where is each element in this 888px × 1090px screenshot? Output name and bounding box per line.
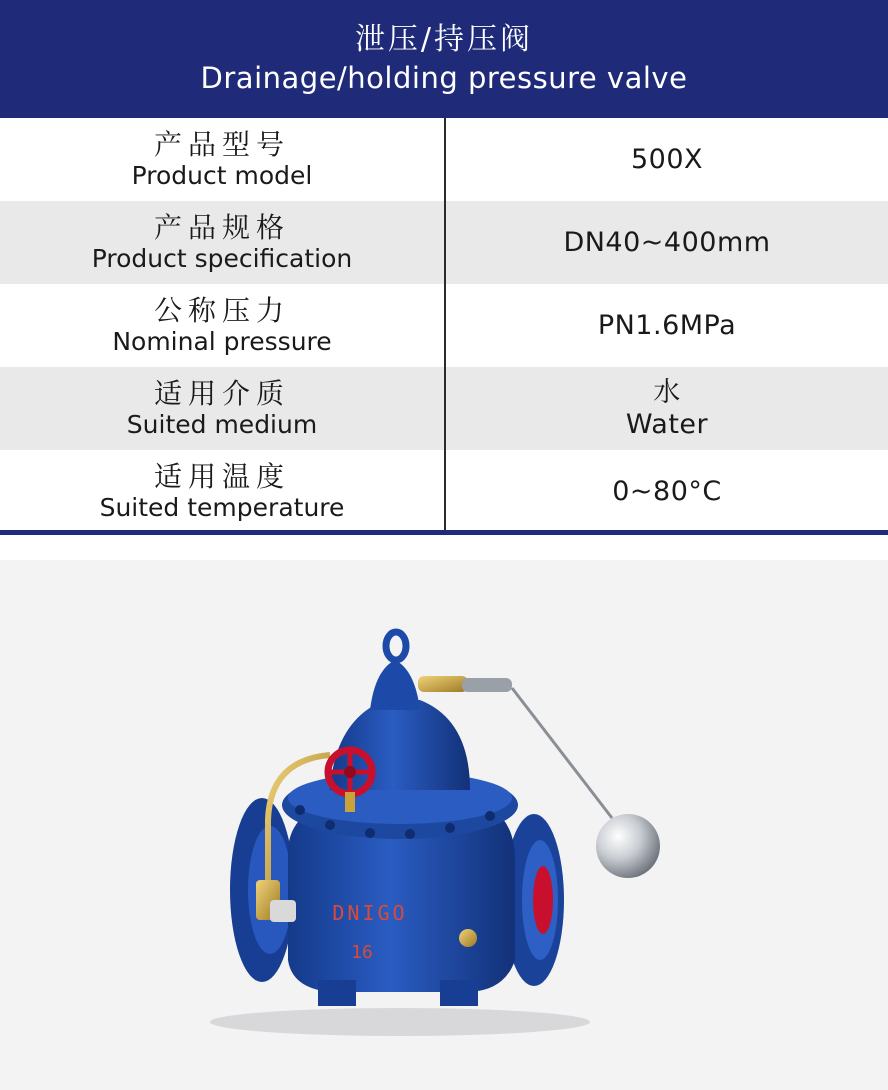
spec-label-chinese: 产品型号 [153,127,290,161]
spec-value-text: 500X [630,143,704,175]
spec-label-english: Suited medium [126,409,318,439]
spec-table [0,118,888,532]
spec-value-text: 0~80°C [612,475,722,507]
spec-label [0,284,444,367]
float-ball [596,814,660,878]
body-marking-rating: 16 [351,942,373,963]
pilot-nut [270,900,296,922]
spec-label-chinese: 适用温度 [153,459,290,493]
spec-value-text: PN1.6MPa [597,309,737,341]
body-marking-brand: DNIGO [332,901,408,925]
valve-foot-left [318,980,356,1006]
spec-value [446,450,888,533]
valve-illustration [0,560,888,1090]
valve-top-boss [370,660,420,710]
title-english: Drainage/holding pressure valve [200,61,688,95]
column-divider [444,118,446,532]
drain-plug [459,929,477,947]
page-header [0,0,888,118]
spec-label [0,201,444,284]
spec-value [446,284,888,367]
spec-label-english: Nominal pressure [112,326,332,356]
title-chinese: 泄压/持压阀 [354,22,534,57]
product-photo [0,560,888,1090]
spec-label-chinese: 适用介质 [153,376,290,410]
valve-foot-right [440,980,478,1006]
spec-label [0,367,444,450]
spec-value-text: 水 [653,376,681,408]
spec-value-text-english: Water [625,408,709,440]
lifting-eye [386,632,406,660]
spec-value [446,367,888,450]
spec-value-text: DN40~400mm [563,226,771,258]
float-rod [512,688,612,818]
table-bottom-rule [0,530,888,535]
valve-shadow [210,1008,590,1036]
spec-label [0,450,444,533]
spec-label-english: Product specification [91,243,353,273]
spec-label-chinese: 公称压力 [153,293,290,327]
spec-label [0,118,444,201]
spec-label-english: Suited temperature [99,492,345,522]
spec-value [446,118,888,201]
spec-label-chinese: 产品规格 [153,210,290,244]
spec-label-english: Product model [131,160,313,190]
spec-value [446,201,888,284]
